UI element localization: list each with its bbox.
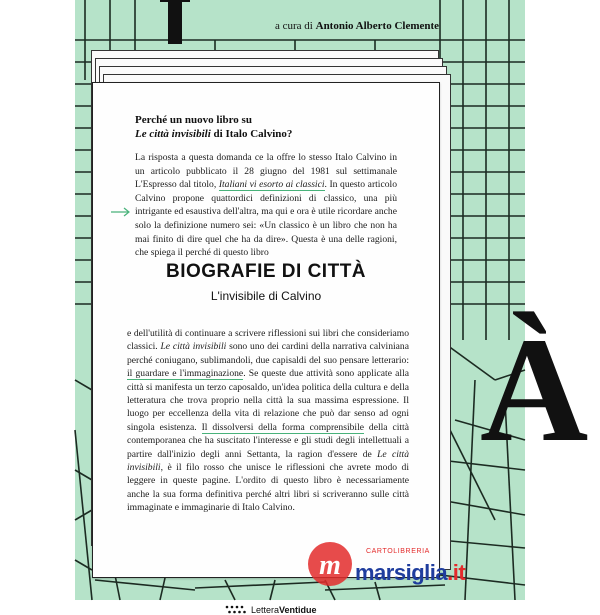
watermark-name: marsiglia (355, 560, 448, 585)
svg-text:m: m (319, 550, 341, 581)
intro-text-2: . In questo articolo Calvino propone quattordici definizioni di classico, una più intrigante ed esaustiva dell'altra, ma qui e ora è utile ricordare anche solo la definizione numero sei: «Un classico è un libro che non ha mai finito di dire quel che ha da dire». Questa è una delle ragioni, che spiega il perché di questo libro (135, 179, 397, 259)
publisher-logo (225, 605, 317, 615)
publisher-name-bold: Ventidue (279, 605, 317, 615)
credit-prefix: a cura di (275, 20, 313, 32)
big-letter-a: À (480, 307, 589, 473)
body-book-title-2: Le città invisibili (127, 448, 409, 474)
question-book-title: Le città invisibili (135, 128, 211, 140)
body-text-2: sono uno dei cardini della narrativa calviniana perché coniugano, sublimandoli, due capisaldi del suo pensare letterario: (127, 341, 409, 366)
editor-credit (275, 20, 439, 32)
body-text-1: e dell'utilità di continuare a scrivere riflessioni sui libri che consideriamo classici. (127, 328, 409, 353)
book-title: BIOGRAFIE DI CITTÀ (165, 261, 367, 282)
question-rest: di Italo Calvino? (210, 128, 293, 140)
book-subtitle: L'invisibile di Calvino (210, 289, 322, 303)
big-letter-i (160, 0, 190, 44)
publisher-name (251, 605, 317, 615)
body-text-3: . Se queste due attività sono applicate alla città si manifesta un terzo caposaldo, un'idea politica della cultura e della letteratura che trova proprio nella città la sua massima espressione. Il luogo per eccellenza della vita di relazione che può dar senso ad ogni singola esistenza. (127, 368, 409, 433)
body-text-4: della città contemporanea che ha suscitato l'interesse e gli studi degli intellettuali a partire dall'inizio degli anni Settanta, la ragion d'essere de (127, 421, 409, 460)
body-paragraph (127, 327, 409, 515)
editor-name: Antonio Alberto Clemente (315, 20, 440, 32)
watermark-logo-icon (300, 538, 360, 588)
front-page (92, 82, 440, 615)
article-title-link: Italiani vi esorto ai classici (218, 179, 325, 191)
watermark-small-text: CARTOLIBRERIA (366, 548, 430, 555)
body-book-title-1: Le città invisibili (160, 341, 227, 353)
body-text-5: , è il filo rosso che unisce le riflessioni che avrete modo di leggere in queste pagine. L'ordito di questo libro è necessariamente anche la sua forma definitiva perché altri libri si scriveranno sulle città immaginate e immaginarie di Italo Calvino. (127, 462, 409, 514)
shop-watermark (300, 538, 525, 588)
watermark-suffix: .it (447, 560, 466, 585)
watermark-main-text (355, 560, 465, 586)
body-underline-1: il guardare e l'immaginazione (127, 368, 244, 380)
arrow-right-icon (111, 207, 131, 217)
publisher-name-regular: Lettera (251, 605, 280, 615)
question-heading (135, 113, 395, 141)
publisher-dots-icon (225, 605, 247, 615)
question-line1: Perché un nuovo libro su (135, 114, 252, 126)
intro-paragraph (135, 151, 397, 260)
intro-text-1: La risposta a questa domanda ce la offre lo stesso Italo Calvino in un articolo pubblicato il 28 giugno del 1981 sul settimanale L'Espresso dal titolo, (135, 152, 397, 191)
body-underline-2: Il dissolversi della forma comprensibile (201, 421, 364, 433)
book-cover (75, 0, 589, 615)
